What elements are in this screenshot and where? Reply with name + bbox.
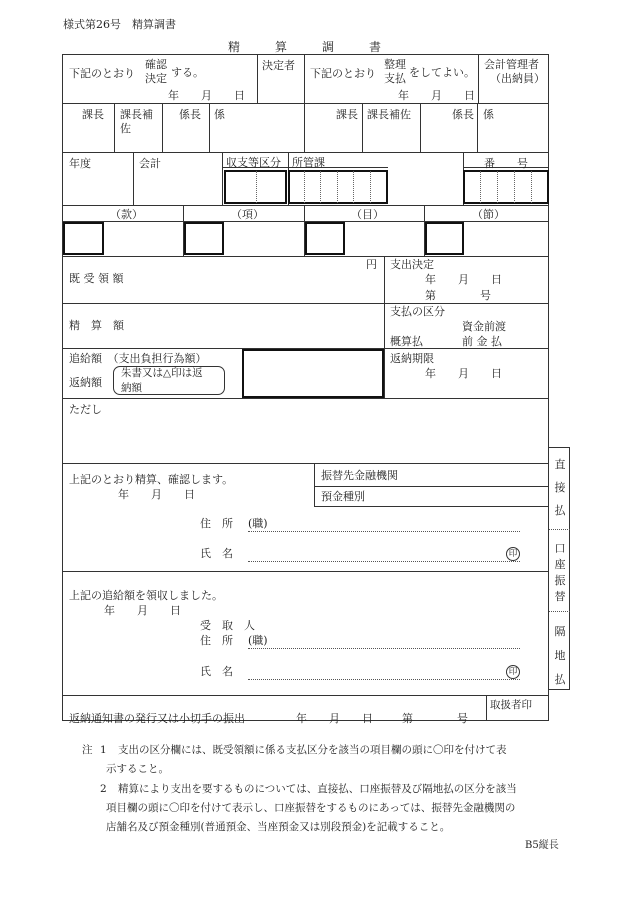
decider-label: 決定者 (262, 59, 295, 72)
revenue-category-label: 収支等区分 (226, 156, 281, 169)
receipt-name-label: 氏 名 (200, 665, 233, 678)
payment-type-label: 支払の区分 (390, 305, 445, 318)
approve-prefix: 下記のとおり (69, 67, 135, 80)
account-transfer-char: 口 (554, 542, 566, 555)
department-label: 所管課 (292, 156, 325, 169)
direct-payment-char: 直 (554, 458, 566, 471)
receipt-address-line[interactable] (248, 648, 520, 649)
note-number-1: 1 (100, 744, 107, 756)
confirm-title-label: (職) (248, 517, 268, 530)
refund-deadline-label: 返納期限 (390, 352, 434, 365)
receipt-title-label: (職) (248, 634, 268, 647)
stamp-hosa-right: 課長補佐 (367, 108, 411, 121)
additional-amount-box[interactable] (242, 349, 384, 398)
remote-payment-char: 地 (554, 649, 566, 662)
additional-payment-label: 追給額 （支出負担行為額） (69, 352, 207, 365)
remote-payment-char: 払 (554, 673, 566, 686)
paper-size-label: B5縦長 (525, 840, 559, 851)
account-transfer-char: 座 (554, 558, 566, 571)
budget-kou-box[interactable] (184, 222, 224, 255)
direct-payment-char: 接 (554, 481, 566, 494)
cashier-label: （出納員） (490, 72, 545, 85)
deposit-type-label: 預金種別 (321, 490, 365, 503)
budget-moku-label: （目） (351, 208, 384, 221)
form-title: 精 算 調 書 (228, 40, 382, 54)
refund-deadline-date: 年 月 日 (425, 367, 502, 380)
approve-date: 年 月 日 (168, 89, 245, 102)
receipt-name-line[interactable] (248, 679, 520, 680)
form-number: 様式第26号 精算調書 (63, 18, 176, 31)
payment-type-prepayment: 前 金 払 (462, 335, 502, 348)
note-1-line-1: 支出の区分欄には、既受領額に係る支払区分を該当の項目欄の頭に〇印を付けて表 (118, 744, 507, 756)
refund-notice-number: 第 号 (402, 712, 468, 725)
refund-note-line1: 朱書又は△印は返 (121, 367, 203, 379)
confirm-address-label: 住 所 (200, 517, 233, 530)
notes-label: 注 (82, 744, 93, 756)
budget-kan-label: （款） (110, 208, 143, 221)
pay-prefix: 下記のとおり (310, 67, 376, 80)
budget-setsu-label: （節） (472, 208, 505, 221)
refund-notice-date: 年 月 日 (296, 712, 373, 725)
note-1-line-2: 示すること。 (106, 763, 169, 775)
direct-payment-char: 払 (554, 504, 566, 517)
accounting-manager-label: 会計管理者 (484, 58, 539, 71)
stamp-kacho-right: 課長 (336, 108, 358, 121)
confirm-address-line[interactable] (248, 531, 520, 532)
refund-note-line2: 納額 (121, 382, 142, 394)
budget-moku-box[interactable] (305, 222, 345, 255)
payment-type-advance: 資金前渡 (462, 320, 506, 333)
account-transfer-char: 替 (554, 590, 566, 603)
receiver-label: 受 取 人 (200, 619, 255, 632)
confirm-name-label: 氏 名 (200, 547, 233, 560)
account-transfer-char: 振 (554, 574, 566, 587)
serial-number-box[interactable] (463, 170, 549, 204)
approve-option-decide: 決定 (145, 72, 167, 85)
settlement-amount-label: 精 算 額 (69, 319, 124, 332)
payment-decision-number: 第 号 (425, 289, 491, 302)
receipt-statement: 上記の追給額を領収しました。 (69, 589, 223, 602)
confirm-seal-icon: 印 (506, 547, 520, 561)
confirm-date: 年 月 日 (118, 488, 195, 501)
note-2-line-3: 店舗名及び預金種別(普通預金、当座預金又は別段預金)を記載すること。 (106, 821, 451, 833)
budget-kou-label: （項） (231, 208, 264, 221)
transfer-bank-label: 振替先金融機関 (321, 469, 398, 482)
fiscal-year-label: 年度 (69, 157, 91, 170)
refund-notice-label: 返納通知書の発行又は小切手の振出 (69, 712, 245, 725)
receipt-seal-icon: 印 (506, 665, 520, 679)
stamp-kakaricho-left: 係長 (179, 108, 201, 121)
stamp-kakari-left: 係 (214, 108, 225, 121)
remote-payment-char: 隔 (554, 625, 566, 638)
received-amount-label: 既 受 領 額 (69, 272, 124, 285)
note-2-line-1: 精算により支出を要するものについては、直接払、口座振替及び隔地払の区分を該当 (118, 783, 517, 795)
receipt-address-label: 住 所 (200, 634, 233, 647)
proviso-label: ただし (69, 403, 102, 416)
number-label: 番 号 (484, 157, 528, 170)
pay-date: 年 月 日 (398, 89, 475, 102)
pay-suffix: をしてよい。 (409, 66, 475, 79)
account-label: 会計 (139, 157, 161, 170)
approve-suffix: する。 (171, 66, 204, 79)
confirm-statement: 上記のとおり精算、確認します。 (69, 473, 234, 486)
payment-decision-label: 支出決定 (390, 258, 434, 271)
payment-type-approximate: 概算払 (390, 335, 423, 348)
yen-unit: 円 (366, 258, 377, 271)
stamp-hosa-left-2: 佐 (120, 122, 131, 135)
confirm-name-line[interactable] (248, 561, 520, 562)
payment-decision-date: 年 月 日 (425, 273, 502, 286)
budget-kan-box[interactable] (63, 222, 104, 255)
stamp-kakaricho-right: 係長 (452, 108, 474, 121)
note-number-2: 2 (100, 783, 107, 795)
pay-option-arrange: 整理 (384, 58, 406, 71)
receipt-date: 年 月 日 (104, 604, 181, 617)
department-code-box[interactable] (288, 170, 388, 204)
approve-option-confirm: 確認 (145, 58, 167, 71)
note-2-line-2: 項目欄の頭に〇印を付けて表示し、口座振替をするものにあっては、振替先金融機関の (106, 802, 516, 814)
budget-setsu-box[interactable] (425, 222, 464, 255)
pay-option-pay: 支払 (384, 72, 406, 85)
stamp-hosa-left: 課長補 (120, 108, 153, 121)
refund-amount-label: 返納額 (69, 376, 102, 389)
handler-seal-label: 取扱者印 (490, 699, 532, 711)
stamp-kacho-left: 課長 (82, 108, 104, 121)
stamp-kakari-right: 係 (483, 108, 494, 121)
